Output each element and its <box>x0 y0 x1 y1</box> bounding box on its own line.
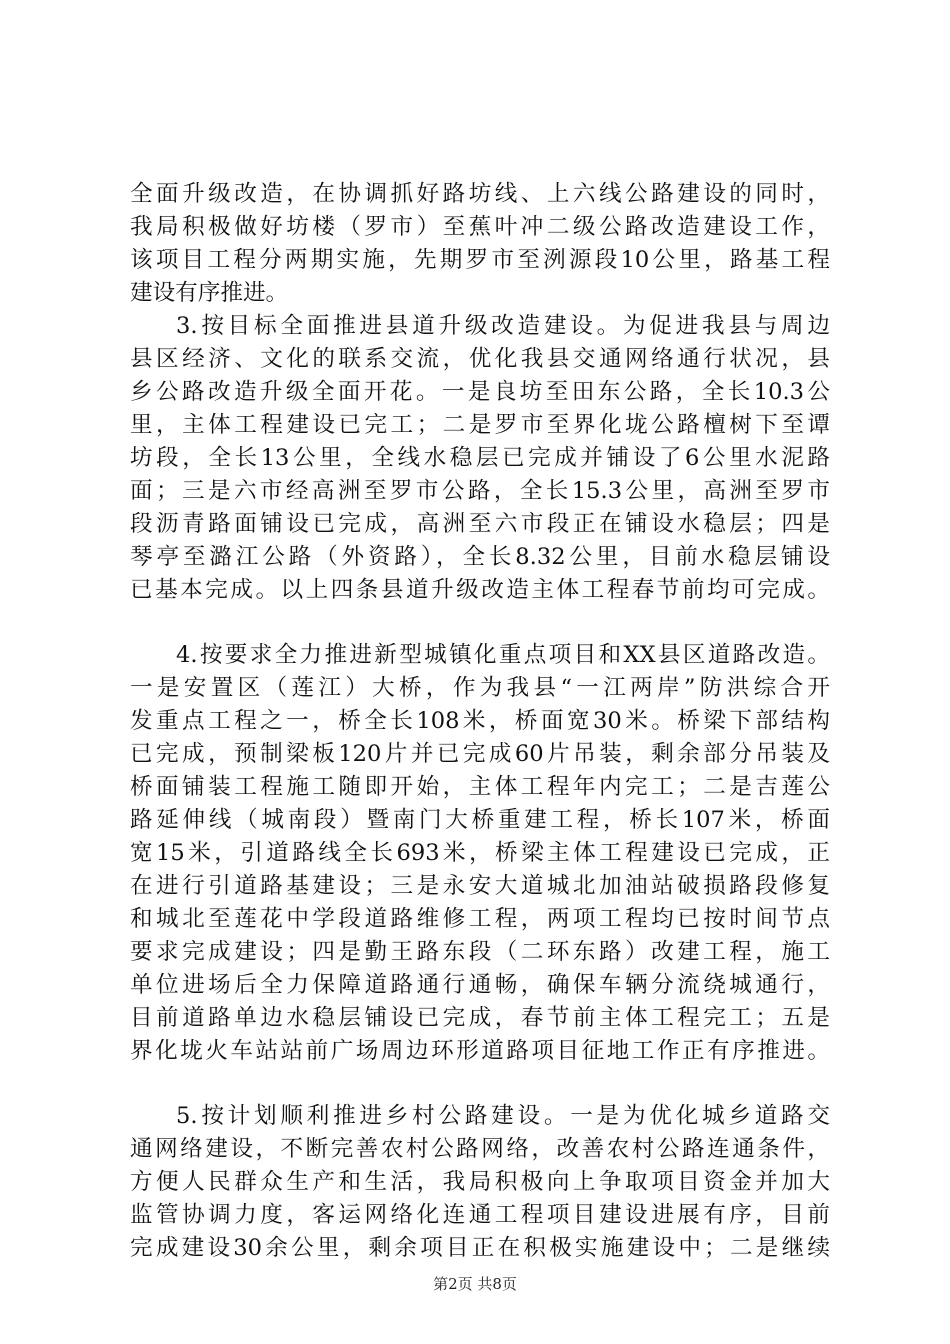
text-line: 发重点工程之一，桥全长108米，桥面宽30米。桥梁下部结构 <box>130 708 830 734</box>
text-line: 和城北至莲花中学段道路维修工程，两项工程均已按时间节点 <box>130 906 830 932</box>
text-line: 我局积极做好坊楼（罗市）至蕉叶冲二级公路改造建设工作， <box>130 214 830 240</box>
text-line: 在进行引道路基建设；三是永安大道城北加油站破损路段修复 <box>130 873 830 899</box>
text-line: 琴亭至潞江公路（外资路），全长8.32公里，目前水稳层铺设 <box>130 544 830 570</box>
paragraph-spacer <box>130 1068 830 1100</box>
paragraph-heading-line: 4.按要求全力推进新型城镇化重点项目和XX县区道路改造。 <box>176 642 830 668</box>
text-line: 宽15米，引道路线全长693米，桥梁主体工程建设已完成，正 <box>130 840 830 866</box>
text-line: 通网络建设，不断完善农村公路网络，改善农村公路连通条件， <box>130 1136 830 1162</box>
text-line: 一是安置区（莲江）大桥，作为我县“一江两岸”防洪综合开 <box>130 675 830 701</box>
text-line: 已完成，预制梁板120片并已完成60片吊装，剩余部分吊装及 <box>130 741 830 767</box>
text-line: 建设有序推进。 <box>130 280 289 306</box>
paragraph-heading-line: 5.按计划顺利推进乡村公路建设。一是为优化城乡道路交 <box>176 1103 830 1129</box>
text-line: 乡公路改造升级全面开花。一是良坊至田东公路，全长10.3公 <box>130 379 830 405</box>
document-body <box>130 178 830 1265</box>
paragraph-item-5 <box>130 1100 830 1265</box>
text-line: 段沥青路面铺设已完成，高洲至六市段正在铺设水稳层；四是 <box>130 511 830 537</box>
text-line: 县区经济、文化的联系交流，优化我县交通网络通行状况，县 <box>130 346 830 372</box>
text-line: 该项目工程分两期实施，先期罗市至洌源段10公里，路基工程 <box>130 247 830 273</box>
text-line: 全面升级改造，在协调抓好路坊线、上六线公路建设的同时， <box>130 181 830 207</box>
text-line: 单位进场后全力保障道路通行通畅，确保车辆分流绕城通行， <box>130 972 830 998</box>
text-line: 完成建设30余公里，剩余项目正在积极实施建设中；二是继续 <box>130 1235 830 1261</box>
paragraph-heading-line: 3.按目标全面推进县道升级改造建设。为促进我县与周边 <box>176 313 830 339</box>
paragraph-continuation <box>130 178 830 310</box>
paragraph-item-4 <box>130 639 830 1068</box>
text-line: 路延伸线（城南段）暨南门大桥重建工程，桥长107米，桥面 <box>130 807 830 833</box>
page-number-footer: 第2页 共8页 <box>433 1275 517 1293</box>
text-line: 已基本完成。以上四条县道升级改造主体工程春节前均可完成。 <box>130 577 830 603</box>
text-line: 里，主体工程建设已完工；二是罗市至界化垅公路檀树下至谭 <box>130 412 830 438</box>
paragraph-spacer <box>130 607 830 639</box>
text-line: 桥面铺装工程施工随即开始，主体工程年内完工；二是吉莲公 <box>130 774 830 800</box>
text-line: 方便人民群众生产和生活，我局积极向上争取项目资金并加大 <box>130 1169 830 1195</box>
text-line: 坊段，全长13公里，全线水稳层已完成并铺设了6公里水泥路 <box>130 445 830 471</box>
paragraph-item-3 <box>130 310 830 607</box>
text-line: 界化垅火车站站前广场周边环形道路项目征地工作正有序推进。 <box>130 1038 830 1064</box>
text-line: 监管协调力度，客运网络化连通工程项目建设进展有序，目前 <box>130 1202 830 1228</box>
text-line: 面；三是六市经高洲至罗市公路，全长15.3公里，高洲至罗市 <box>130 478 830 504</box>
text-line: 要求完成建设；四是勤王路东段（二环东路）改建工程，施工 <box>130 939 830 965</box>
text-line: 目前道路单边水稳层铺设已完成，春节前主体工程完工；五是 <box>130 1005 830 1031</box>
